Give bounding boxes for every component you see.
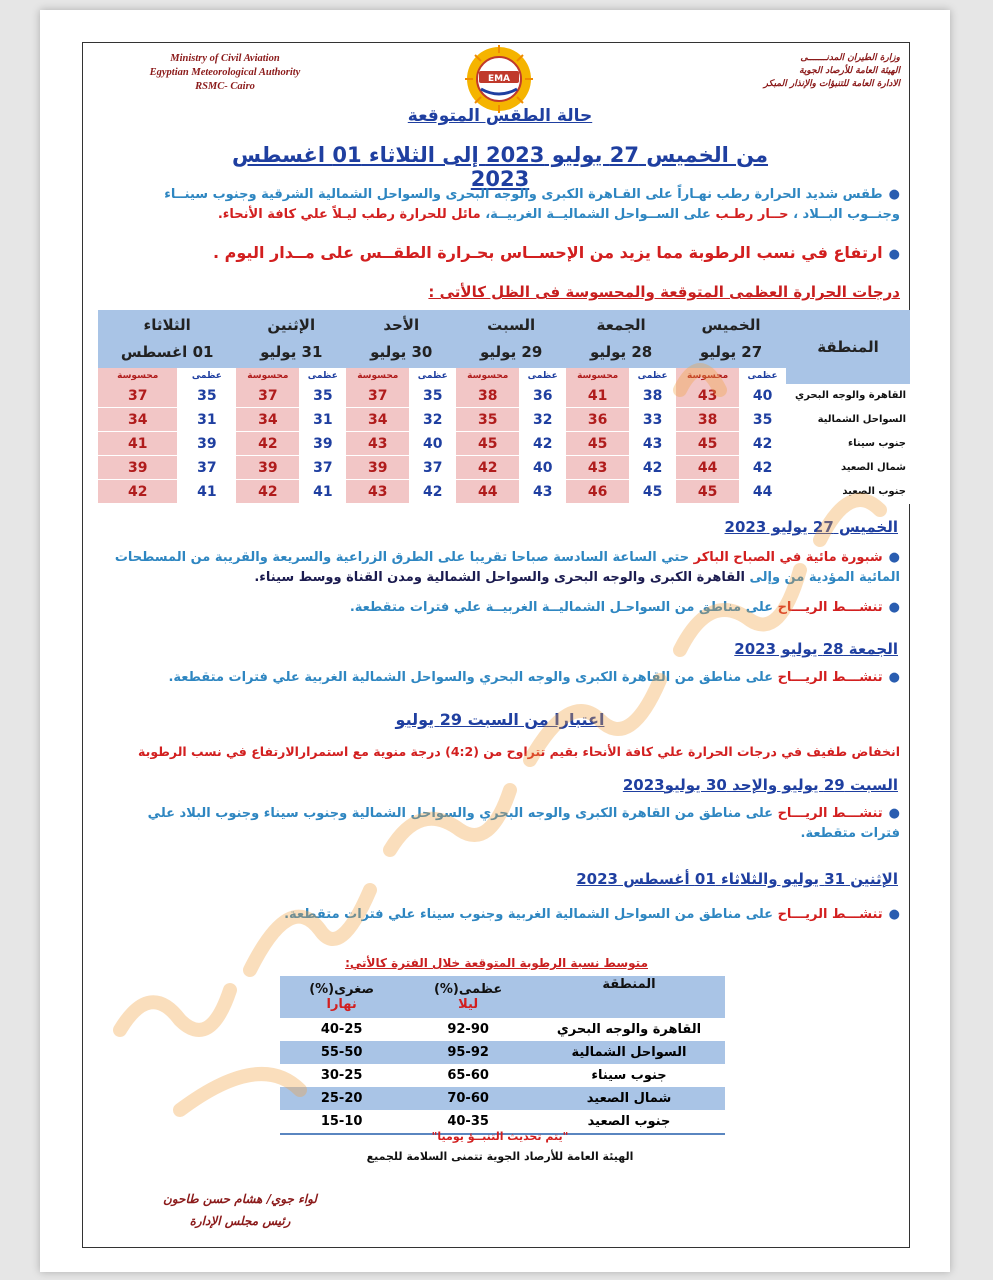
signature-title: رئيس مجلس الإدارة [189,1214,291,1228]
felt-label: محسوسة [676,368,739,384]
table-row [98,408,910,432]
max-cell: 42 [629,456,676,480]
bullet-text: على مناطق من السواحل الشمالية الغربية وجنوب سيناء علي فترات متقطعة. [284,907,778,922]
max-cell: 33 [629,408,676,432]
region-cell: جنوب الصعيد [786,480,910,504]
bullet-text: حــار رطـب [715,207,789,222]
max-cell: 31 [299,408,346,432]
thu-bullet-2 [108,598,900,618]
region-cell: السواحل الشمالية [533,1041,725,1064]
felt-cell: 34 [346,408,409,432]
felt-cell: 43 [346,432,409,456]
max-cell: 32 [409,408,456,432]
page-subtitle: من الخميس 27 يوليو 2023 إلى الثلاثاء 01 اغسطس 2023 [231,143,769,191]
bullet-text: تنشـــط الريـــاح [777,907,883,922]
region-cell: شمال الصعيد [533,1087,725,1110]
felt-cell: 45 [566,432,629,456]
max-cell: 32 [519,408,566,432]
h-max-label: عظمى(%) [433,982,503,997]
max-label: عظمى [519,368,566,384]
temperature-table [98,310,910,504]
bullet-text: على الســواحل الشماليــة الغربيــة، [480,207,716,222]
felt-cell: 37 [236,384,299,408]
max-cell: 92-90 [403,1018,533,1041]
montue-bullet-1 [108,905,900,925]
h-min-label: صغرى(%) [309,982,375,997]
max-cell: 65-60 [403,1064,533,1087]
min-cell: 15-10 [280,1110,403,1134]
bullet-dot-icon: ● [888,550,900,565]
region-cell: جنوب سيناء [533,1064,725,1087]
felt-cell: 37 [346,384,409,408]
signature-name: لواء جوي/ هشام حسن طاحون [163,1192,317,1206]
felt-cell: 41 [98,432,177,456]
felt-cell: 36 [566,408,629,432]
max-cell: 40-35 [403,1110,533,1134]
max-label: عظمى [299,368,346,384]
thu-bullet-1 [108,548,900,588]
bullet-dot-icon: ● [888,806,900,821]
max-cell: 41 [299,480,346,504]
header-en-line2: Egyptian Meteorological Authority [149,67,301,78]
max-cell: 40 [519,456,566,480]
bullet-text: تنشـــط الريـــاح [777,670,883,685]
max-cell: 42 [409,480,456,504]
fri-bullet-1 [108,668,900,688]
region-cell: شمال الصعيد [786,456,910,480]
max-cell: 43 [629,432,676,456]
bullet-text: طقس شديد الحرارة رطب نهـاراً على القـاهرة الكبرى والوجه البحرى والسواحل الشمالية الشرقية وجنوب سينــاء وجنــوب البــلاد ، [164,187,900,222]
header-ar-line2: الهيئة العامة للأرصاد الجوية [799,66,900,76]
felt-label: محسوسة [346,368,409,384]
day-header: الجمعة 28 يوليو [566,310,676,368]
bullet-text: مائل للحرارة رطب ليـلاً علي كافة الأنحاء. [217,207,481,222]
table-row [280,1064,725,1087]
bullet-dot-icon: ● [888,670,900,685]
felt-label: محسوسة [98,368,177,384]
table-row [280,1041,725,1064]
h-min [280,976,403,1018]
felt-cell: 39 [346,456,409,480]
max-cell: 40 [409,432,456,456]
felt-cell: 45 [676,432,739,456]
max-cell: 95-92 [403,1041,533,1064]
felt-cell: 45 [676,480,739,504]
min-cell: 30-25 [280,1064,403,1087]
table-row [98,432,910,456]
table1-title: درجات الحرارة العظمى المتوقعة والمحسوسة فى الظل كالأتى : [428,283,900,301]
table2-title: متوسط نسبة الرطوبة المتوقعة خلال الفترة كالأتي: [345,956,648,970]
max-cell: 70-60 [403,1087,533,1110]
min-cell: 55-50 [280,1041,403,1064]
region-cell: جنوب الصعيد [533,1110,725,1134]
felt-cell: 34 [98,408,177,432]
region-header: المنطقة [786,310,910,384]
bullet-text: على مناطق من القاهرة الكبرى والوجه البحري والسواحل الشمالية وجنوب سيناء وجنوب البلاد علي فترات متقطعة. [147,806,900,841]
region-cell: القاهرة والوجه البحري [533,1018,725,1041]
max-cell: 37 [409,456,456,480]
felt-cell: 41 [566,384,629,408]
logo-text: EMA [487,74,511,84]
day-header: السبت 29 يوليو [456,310,566,368]
h-region: المنطقة [533,976,725,1018]
page-title: حالة الطقس المتوقعة [407,106,593,126]
h-max [403,976,533,1018]
region-cell: جنوب سيناء [786,432,910,456]
bullet-text: حتي الساعة السادسة صباحا تقريبا على الطرق الزراعية والسريعة والقريبة من المسطحات المائية المؤدية من وإلى [114,550,900,585]
bullet-text: على مناطق من السواحـل الشماليــة الغربيــة علي فترات متقطعة. [349,600,778,615]
max-label: عظمى [739,368,786,384]
sat-from-text: انخفاض طفيف في درجات الحرارة علي كافة الأنحاء بقيم تتراوح من (4:2) درجة منوية مع استمرارالارتفاع في نسب الرطوبة [138,744,900,759]
h-max-sub: ليلا [458,997,479,1012]
montue-heading: الإثنين 31 يوليو والثلاثاء 01 أغسطس 2023 [576,870,898,888]
felt-cell: 46 [566,480,629,504]
general-bullet-2 [118,243,900,265]
sat-from-heading: اعتبارا من السبت 29 يوليو [395,710,605,729]
max-label: عظمى [409,368,456,384]
table-row [280,1087,725,1110]
max-cell: 38 [629,384,676,408]
signature-block [130,1188,350,1232]
day-header: الإثنين 31 يوليو [236,310,346,368]
min-cell: 40-25 [280,1018,403,1041]
bullet-dot-icon: ● [888,907,900,922]
max-cell: 42 [739,432,786,456]
ema-logo [465,45,533,113]
felt-cell: 38 [456,384,519,408]
felt-cell: 43 [346,480,409,504]
bullet-dot-icon: ● [888,187,900,202]
day-header: الثلاثاء 01 اغسطس [98,310,236,368]
max-cell: 37 [177,456,236,480]
max-cell: 37 [299,456,346,480]
bullet-text: القاهرة الكبرى والوجه البحرى والسواحل الشمالية ومدن القناة ووسط سيناء. [254,570,745,585]
max-cell: 39 [177,432,236,456]
felt-cell: 43 [566,456,629,480]
h-min-sub: نهارا [326,997,357,1012]
bullet-text: شبورة مائية في الصباح الباكر [693,550,883,565]
felt-cell: 39 [98,456,177,480]
min-cell: 25-20 [280,1087,403,1110]
felt-label: محسوسة [456,368,519,384]
felt-cell: 44 [676,456,739,480]
max-cell: 35 [177,384,236,408]
thu-heading: الخميس 27 يوليو 2023 [724,518,898,536]
bullet-text: ارتفاع في نسب الرطوبة مما يزيد من الإحســاس بحـرارة الطقــس على مــدار اليوم . [213,243,883,262]
max-cell: 44 [739,480,786,504]
max-cell: 39 [299,432,346,456]
max-cell: 35 [739,408,786,432]
header-en-line3: RSMC- Cairo [195,81,255,92]
bullet-text: تنشـــط الريـــاح [777,806,883,821]
update-note: "يتم تحديث التنبــؤ يوميا" [431,1130,569,1143]
felt-cell: 42 [236,480,299,504]
felt-label: محسوسة [236,368,299,384]
humidity-table [280,976,725,1135]
felt-cell: 42 [98,480,177,504]
bullet-dot-icon: ● [888,247,900,262]
bullet-text: على مناطق من القاهرة الكبرى والوجه البحري والسواحل الشمالية الغربية علي فترات متقطعة. [168,670,778,685]
bullet-text: تنشـــط الريـــاح [777,600,883,615]
felt-cell: 37 [98,384,177,408]
fri-heading: الجمعة 28 يوليو 2023 [734,640,898,658]
felt-cell: 43 [676,384,739,408]
bullet-dot-icon: ● [888,600,900,615]
region-cell: السواحل الشمالية [786,408,910,432]
table-row [98,480,910,504]
max-label: عظمى [177,368,236,384]
max-cell: 41 [177,480,236,504]
max-cell: 35 [299,384,346,408]
max-cell: 42 [519,432,566,456]
max-cell: 40 [739,384,786,408]
felt-label: محسوسة [566,368,629,384]
header-ar-line3: الادارة العامة للتنبؤات والإنذار المبكر [763,79,900,89]
table-row [98,456,910,480]
max-cell: 42 [739,456,786,480]
day-header: الأحد 30 يوليو [346,310,456,368]
wish-note: الهيئة العامة للأرصاد الجوية تتمنى السلامة للجميع [366,1150,634,1163]
felt-cell: 35 [456,408,519,432]
felt-cell: 39 [236,456,299,480]
felt-cell: 42 [456,456,519,480]
header-arabic [735,52,900,91]
max-cell: 35 [409,384,456,408]
felt-cell: 42 [236,432,299,456]
max-cell: 31 [177,408,236,432]
day-header: الخميس 27 يوليو [676,310,786,368]
header-ar-line1: وزارة الطيران المدنـــــــى [800,53,900,63]
max-cell: 43 [519,480,566,504]
felt-cell: 44 [456,480,519,504]
felt-cell: 38 [676,408,739,432]
max-cell: 45 [629,480,676,504]
max-label: عظمى [629,368,676,384]
felt-cell: 45 [456,432,519,456]
table-row [280,1018,725,1041]
satsun-heading: السبت 29 يوليو والإحد 30 يوليو2023 [622,776,898,794]
felt-cell: 34 [236,408,299,432]
satsun-bullet-1 [108,804,900,844]
header-english [125,52,325,94]
table-row [98,384,910,408]
header-en-line1: Ministry of Civil Aviation [170,53,280,64]
general-bullet-1 [118,185,900,225]
max-cell: 36 [519,384,566,408]
region-cell: القاهرة والوجه البحري [786,384,910,408]
